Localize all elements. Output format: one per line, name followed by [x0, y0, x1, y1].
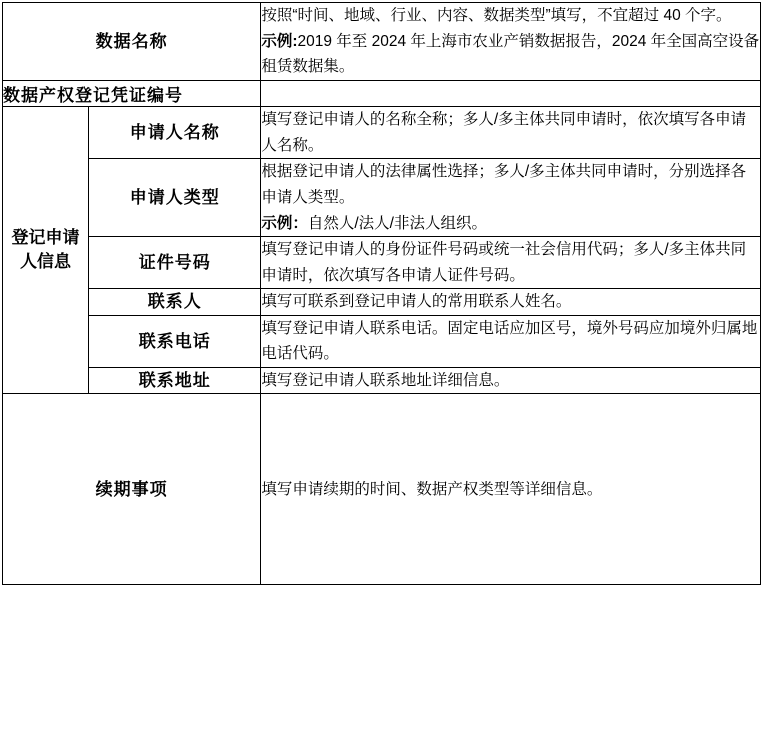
row-desc-data-name	[261, 3, 761, 81]
row-label-contact-phone: 联系电话	[89, 315, 261, 367]
row-desc-renewal-matters	[261, 394, 761, 585]
desc-paragraph: 填写登记申请人联系电话。固定电话应加区号，境外号码应加境外归属地电话代码。	[261, 319, 758, 363]
row-desc-contact-phone	[261, 315, 761, 367]
desc-paragraph: 按照“时间、地域、行业、内容、数据类型”填写，不宜超过 40 个字。	[261, 7, 732, 24]
table-row	[3, 237, 761, 289]
example-text: 自然人/法人/非法人组织。	[307, 214, 487, 232]
row-desc-contact-person	[261, 289, 761, 316]
row-label-id-number: 证件号码	[89, 237, 261, 289]
form-description-table	[2, 2, 761, 585]
row-desc-applicant-type	[261, 159, 761, 237]
table-row	[3, 315, 761, 367]
desc-paragraph: 填写登记申请人的名称全称；多人/多主体共同申请时，依次填写各申请人名称。	[261, 111, 747, 154]
desc-paragraph-example	[261, 29, 760, 80]
row-label-applicant-name: 申请人名称	[89, 107, 261, 159]
row-label-applicant-type: 申请人类型	[89, 159, 261, 237]
row-desc-certificate-number	[261, 80, 761, 107]
example-label: 示例：	[261, 214, 308, 232]
example-text: 2019 年至 2024 年上海市农业产销数据报告，2024 年全国高空设备租赁数据集。	[261, 32, 760, 76]
row-label-data-name: 数据名称	[3, 3, 261, 81]
row-desc-applicant-name	[261, 107, 761, 159]
row-label-contact-person: 联系人	[89, 289, 261, 316]
table-row	[3, 289, 761, 316]
table-row	[3, 159, 761, 237]
example-label: 示例:	[261, 32, 298, 50]
desc-paragraph: 填写登记申请人的身份证件号码或统一社会信用代码；多人/多主体共同申请时，依次填写各申请人证件号码。	[261, 241, 747, 284]
row-desc-id-number	[261, 237, 761, 289]
table-row	[3, 367, 761, 394]
desc-paragraph: 填写可联系到登记申请人的常用联系人姓名。	[261, 293, 572, 311]
table-row	[3, 107, 761, 159]
row-label-certificate-number: 数据产权登记凭证编号	[3, 80, 261, 107]
row-label-contact-address: 联系地址	[89, 367, 261, 394]
table-row	[3, 3, 761, 81]
row-group-label-applicant-info: 登记申请人信息	[3, 107, 89, 394]
row-desc-contact-address	[261, 367, 761, 394]
row-label-renewal-matters: 续期事项	[3, 394, 261, 585]
table-row	[3, 80, 761, 107]
table-row	[3, 394, 761, 585]
desc-paragraph-example	[261, 211, 760, 237]
desc-paragraph: 填写申请续期的时间、数据产权类型等详细信息。	[261, 480, 603, 498]
desc-paragraph: 根据登记申请人的法律属性选择；多人/多主体共同申请时，分别选择各申请人类型。	[261, 163, 747, 206]
desc-paragraph: 填写登记申请人联系地址详细信息。	[261, 371, 510, 389]
